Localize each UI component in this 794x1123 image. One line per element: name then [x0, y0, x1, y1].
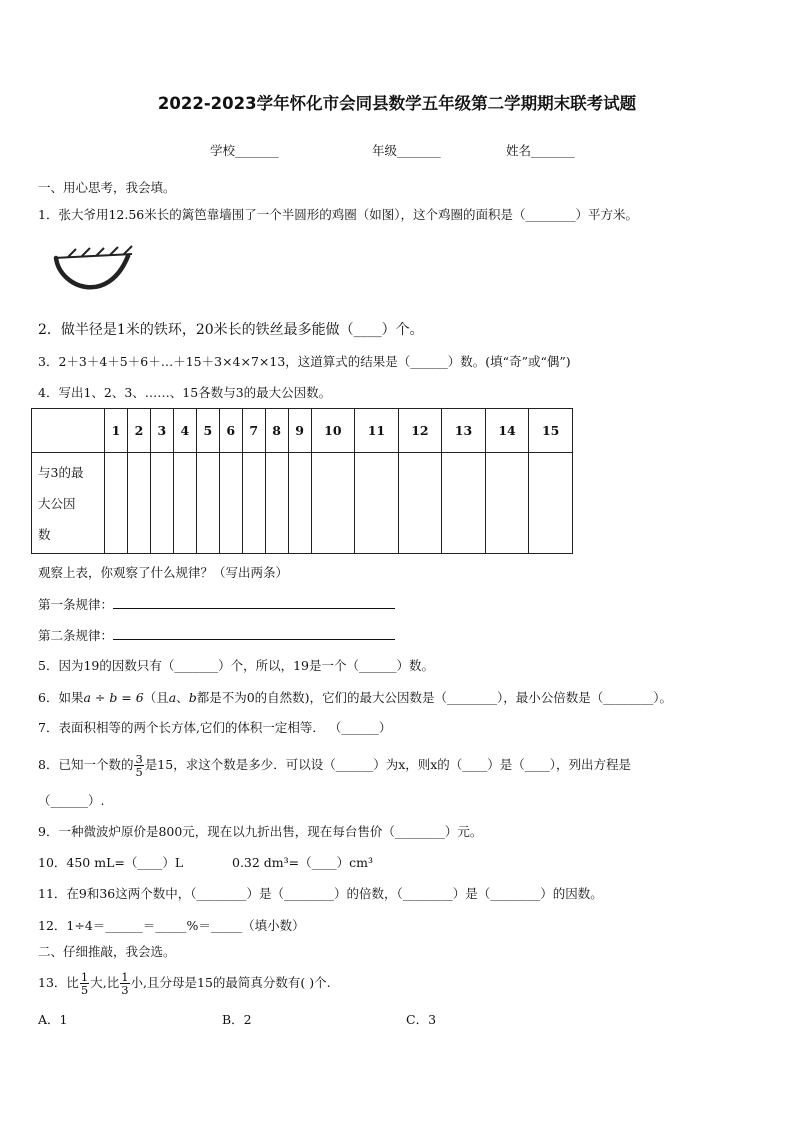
table-header-cell: 10: [311, 409, 355, 453]
q6-var-a: a: [168, 690, 177, 705]
rule-2: [38, 627, 395, 644]
table-header-cell: 2: [127, 409, 150, 453]
question-10b: 0.32 dm³=（____）cm³: [232, 855, 374, 870]
answer-cell[interactable]: [242, 453, 265, 554]
table-header-cell: 4: [173, 409, 196, 453]
option-b[interactable]: B．2: [222, 1012, 252, 1027]
q13-text-b: 大,比: [90, 975, 120, 990]
name-field: 姓名_______: [506, 143, 575, 158]
answer-cell[interactable]: [442, 453, 486, 554]
answer-cell[interactable]: [288, 453, 311, 554]
table-answer-row: [32, 453, 573, 554]
table-header-cell: 1: [105, 409, 128, 453]
answer-cell[interactable]: [265, 453, 288, 554]
table-header-cell: 6: [219, 409, 242, 453]
q6-text-d: 都是不为0的自然数)，它们的最大公因数是（________），最小公倍数是（________）。: [196, 690, 673, 705]
question-11: 11．在9和36这两个数中，（________）是（________）的倍数，（________）是（________）的因数。: [38, 886, 603, 901]
question-13: [38, 968, 331, 998]
option-a[interactable]: A．1: [38, 1012, 68, 1027]
table-header-cell: 9: [288, 409, 311, 453]
school-field: 学校_______: [210, 143, 279, 158]
answer-cell[interactable]: [196, 453, 219, 554]
q6-var-b: b: [188, 690, 197, 705]
table-row-label: [32, 453, 105, 554]
gcd-table: [31, 408, 573, 554]
answer-cell[interactable]: [150, 453, 173, 554]
rule-1-answer-line[interactable]: [113, 596, 395, 609]
answer-cell[interactable]: [173, 453, 196, 554]
rule-2-answer-line[interactable]: [113, 627, 395, 640]
rule-1-label: 第一条规律：: [38, 597, 114, 612]
q8-fraction-denominator: 5: [135, 765, 143, 779]
observe-prompt: 观察上表，你观察了什么规律？（写出两条）: [38, 565, 289, 580]
page-title: 2022-2023学年怀化市会同县数学五年级第二学期期末联考试题: [157, 94, 637, 113]
q13-fraction-2-denominator: 3: [121, 983, 129, 997]
question-12: 12．1÷4＝______＝_____%＝_____（填小数）: [38, 918, 305, 933]
answer-cell[interactable]: [105, 453, 128, 554]
table-header-cell: 5: [196, 409, 219, 453]
table-header-cell: 8: [265, 409, 288, 453]
q13-text-a: 13．比: [38, 975, 79, 990]
question-1: 1．张大爷用12.56米长的篱笆靠墙围了一个半圆形的鸡圈（如图），这个鸡圈的面积是（________）平方米。: [38, 207, 638, 222]
answer-cell[interactable]: [398, 453, 442, 554]
option-c[interactable]: C．3: [406, 1012, 437, 1027]
question-9: 9．一种微波炉原价是800元，现在以九折出售，现在每台售价（________）元。: [38, 824, 483, 839]
table-header-cell: 12: [398, 409, 442, 453]
chicken-coop-figure: [50, 244, 136, 302]
q8-fraction: [134, 753, 143, 778]
question-7: 7．表面积相等的两个长方体,它们的体积一定相等． （______）: [38, 720, 392, 735]
answer-cell[interactable]: [127, 453, 150, 554]
q6-text-a: 6．如果: [38, 690, 84, 705]
q13-fraction-1-numerator: 1: [80, 970, 89, 984]
table-header-cell: 3: [150, 409, 173, 453]
section-1-heading: 一、用心思考，我会填。: [38, 180, 176, 195]
q13-fraction-2: [120, 971, 129, 996]
answer-cell[interactable]: [311, 453, 355, 554]
answer-cell[interactable]: [485, 453, 529, 554]
q13-fraction-1: [80, 971, 89, 996]
grade-field: 年级_______: [372, 143, 441, 158]
q13-fraction-1-denominator: 5: [80, 983, 89, 997]
table-header-cell: 14: [485, 409, 529, 453]
q13-fraction-2-numerator: 1: [121, 970, 129, 984]
question-5: 5．因为19的因数只有（_______）个，所以，19是一个（______）数。: [38, 658, 435, 673]
answer-cell[interactable]: [529, 453, 573, 554]
question-8: [38, 750, 631, 780]
table-header-cell: 13: [442, 409, 486, 453]
row-label-line: 大公因: [38, 495, 76, 511]
q13-text-c: 小,且分母是15的最简真分数有( )个.: [130, 975, 331, 990]
section-2-heading: 二、仔细推敲，我会选。: [38, 944, 176, 959]
table-corner-cell: [32, 409, 105, 453]
q8-text-a: 8．已知一个数的: [38, 757, 134, 772]
answer-cell[interactable]: [355, 453, 399, 554]
table-header-row: [32, 409, 573, 453]
q6-text-c: 、: [176, 690, 189, 705]
table-header-cell: 15: [529, 409, 573, 453]
q8-fraction-numerator: 3: [135, 752, 143, 766]
question-10a: 10．450 mL=（____）L: [38, 855, 184, 870]
row-label-line: 与3的最: [38, 464, 84, 480]
row-label-line: 数: [38, 526, 51, 542]
rule-2-label: 第二条规律：: [38, 628, 114, 643]
table-header-cell: 11: [355, 409, 399, 453]
question-6: [38, 690, 672, 706]
rule-1: [38, 596, 395, 613]
question-4: 4．写出1、2、3、……、15各数与3的最大公因数。: [38, 385, 332, 400]
question-3: 3．2＋3＋4＋5＋6＋…＋15＋3×4×7×13，这道算式的结果是（______）数。(填“奇”或“偶”): [38, 354, 571, 369]
q8-text-b: 是15，求这个数是多少．可以设（______）为x，则x的（____）是（____），列出方程是: [144, 757, 632, 772]
question-2: 2．做半径是1米的铁环，20米长的铁丝最多能做（____）个。: [38, 322, 424, 338]
table-header-cell: 7: [242, 409, 265, 453]
q6-equation: a ÷ b = 6: [83, 690, 144, 705]
answer-cell[interactable]: [219, 453, 242, 554]
question-8-continued: （______）.: [38, 793, 105, 808]
q6-text-b: （且: [143, 690, 169, 705]
